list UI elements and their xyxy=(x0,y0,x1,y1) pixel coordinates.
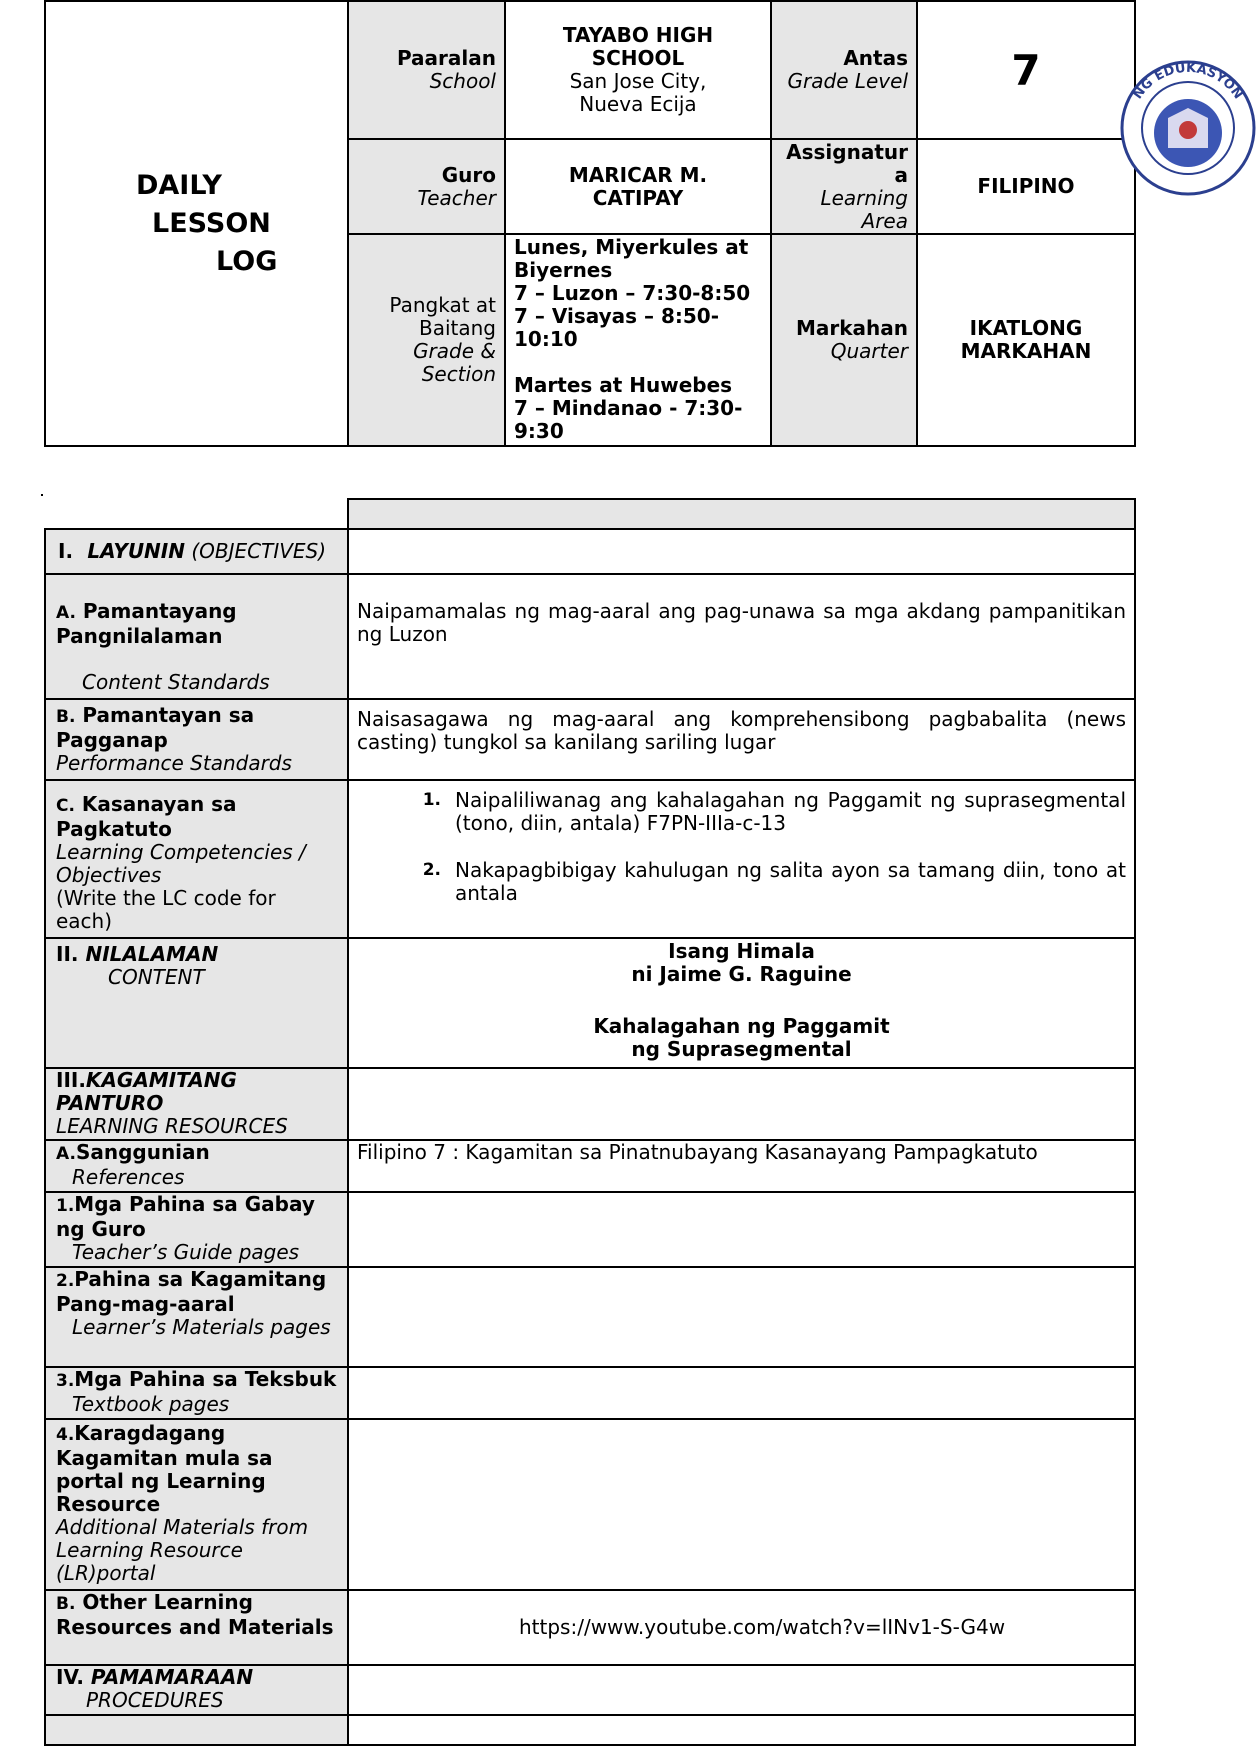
header-table xyxy=(44,0,1136,447)
grade-value: 7 xyxy=(917,1,1135,139)
title-line-lesson: LESSON xyxy=(152,207,271,239)
competencies-cell xyxy=(348,780,1135,938)
competency-text: Naipaliliwanag ang kahalagahan ng Paggamit ng suprasegmental (tono, diin, antala) F7PN-IIIa-c-13 xyxy=(455,788,1126,835)
quarter-label: Markahan xyxy=(795,316,908,340)
schedule-cell xyxy=(505,234,771,446)
content-cell xyxy=(348,938,1135,1068)
proc-title-en: PROCEDURES xyxy=(86,1688,224,1712)
ref-label: Sanggunian xyxy=(75,1140,210,1164)
teacher-label: Guro xyxy=(441,162,496,187)
teacher-name: MARICAR M. CATIPAY xyxy=(505,139,771,234)
competencies-list xyxy=(357,789,1126,905)
section-label: Pangkat at Baitang xyxy=(389,293,496,340)
procedures-label xyxy=(45,1665,348,1715)
school-label-cell xyxy=(348,1,505,139)
content-title: NILALAMAN xyxy=(85,942,219,966)
learner-materials-label xyxy=(45,1267,348,1367)
am-label: Karagdagang Kagamitan mula sa portal ng Learning Resource xyxy=(56,1421,273,1516)
subject-label-en: Learning Area xyxy=(820,185,908,233)
proc-num: IV. xyxy=(56,1665,84,1689)
tg-num: 1. xyxy=(56,1196,75,1216)
grade-label-en: Grade Level xyxy=(787,69,908,93)
am-num: 4. xyxy=(56,1425,75,1445)
list-item xyxy=(357,859,1126,905)
or-label: Other Learning Resources and Materials xyxy=(56,1590,334,1639)
lm-label: Pahina sa Kagamitang Pang-mag-aaral xyxy=(56,1267,327,1316)
divider-dot xyxy=(41,494,43,496)
lc-label-en: Learning Competencies / Objectives xyxy=(56,840,306,887)
school-label: Paaralan xyxy=(396,46,496,70)
performance-standards-label xyxy=(45,699,348,780)
performance-standards-text: Naisasagawa ng mag-aaral ang komprehensibong pagbabalita (news casting) tungkol sa kanilang sariling lugar xyxy=(348,699,1135,780)
school-name: TAYABO HIGH SCHOOL xyxy=(562,23,714,70)
quarter-label-en: Quarter xyxy=(830,339,908,363)
section-label-en: Grade & Section xyxy=(413,339,496,386)
cs-label: Pamantayang Pangnilalaman xyxy=(56,599,237,648)
objectives-num: I. xyxy=(58,539,74,563)
grade-label-cell xyxy=(771,1,917,139)
resources-label xyxy=(45,1068,348,1140)
schedule-line: 7 – Luzon – 7:30-8:50 xyxy=(514,281,751,305)
subject-label-cell xyxy=(771,139,917,234)
procedures-blank xyxy=(348,1665,1135,1715)
ps-letter: B. xyxy=(56,707,76,727)
tg-label: Mga Pahina sa Gabay ng Guro xyxy=(56,1192,315,1241)
ps-label-en: Performance Standards xyxy=(56,751,292,775)
content-label xyxy=(45,938,348,1068)
content-num: II. xyxy=(56,942,79,966)
proc-title: PAMAMARAAN xyxy=(90,1665,254,1689)
content-line: ng Suprasegmental xyxy=(631,1037,852,1061)
other-resources-label xyxy=(45,1590,348,1665)
objectives-title: LAYUNIN xyxy=(87,539,185,563)
ref-letter: A. xyxy=(56,1144,76,1164)
schedule-line: Lunes, Miyerkules at Biyernes xyxy=(514,235,749,282)
content-line: ni Jaime G. Raguine xyxy=(631,962,852,986)
textbook-value xyxy=(348,1367,1135,1419)
content-standards-label xyxy=(45,574,348,699)
additional-materials-value xyxy=(348,1419,1135,1590)
other-resources-link[interactable]: https://www.youtube.com/watch?v=lINv1-S-G4w xyxy=(348,1590,1135,1665)
school-address: San Jose City, Nueva Ecija xyxy=(569,69,707,116)
content-standards-text: Naipamamalas ng mag-aaral ang pag-unawa sa mga akdang pampanitikan ng Luzon xyxy=(348,574,1135,699)
resources-title-en: LEARNING RESOURCES xyxy=(56,1114,288,1138)
next-row-value xyxy=(348,1715,1135,1745)
subject-value: FILIPINO xyxy=(917,139,1135,234)
lm-label-en: Learner’s Materials pages xyxy=(72,1315,331,1339)
schedule-line: 7 – Visayas – 8:50-10:10 xyxy=(514,304,720,351)
tb-label: Mga Pahina sa Teksbuk xyxy=(74,1367,337,1391)
objectives-title-en: OBJECTIVES xyxy=(199,539,319,563)
quarter-value: IKATLONG MARKAHAN xyxy=(917,234,1135,446)
textbook-label xyxy=(45,1367,348,1419)
learner-materials-value xyxy=(348,1267,1135,1367)
grade-label: Antas xyxy=(843,46,908,70)
or-letter: B. xyxy=(56,1594,76,1614)
deped-seal-icon xyxy=(1118,58,1246,196)
tb-label-en: Textbook pages xyxy=(72,1392,230,1416)
am-label-en: Additional Materials from Learning Resource (LR)portal xyxy=(56,1515,309,1585)
quarter-label-cell xyxy=(771,234,917,446)
resources-blank xyxy=(348,1068,1135,1140)
section-label-cell xyxy=(348,234,505,446)
seal-text: NG EDUKASYON xyxy=(1130,60,1246,103)
spacer-cell xyxy=(45,499,348,529)
teacher-guide-value xyxy=(348,1192,1135,1267)
tb-num: 3. xyxy=(56,1371,75,1391)
teacher-guide-label xyxy=(45,1192,348,1267)
lesson-table xyxy=(44,498,1136,1746)
resources-num: III. xyxy=(56,1068,86,1092)
teacher-label-cell xyxy=(348,139,505,234)
additional-materials-label xyxy=(45,1419,348,1590)
lc-label: Kasanayan sa Pagkatuto xyxy=(56,792,237,841)
subject-label: Assignatura xyxy=(786,139,908,187)
next-row-label xyxy=(45,1715,348,1745)
references-text: Filipino 7 : Kagamitan sa Pinatnubayang Kasanayang Pampagkatuto xyxy=(348,1140,1135,1192)
schedule-line: 7 – Mindanao - 7:30-9:30 xyxy=(514,396,743,443)
title-line-daily: DAILY xyxy=(136,169,222,201)
school-value-cell xyxy=(505,1,771,139)
lc-letter: C. xyxy=(56,796,75,816)
references-label xyxy=(45,1140,348,1192)
objectives-blank xyxy=(348,529,1135,574)
competencies-label xyxy=(45,780,348,938)
schedule-line: Martes at Huwebes xyxy=(514,373,733,397)
list-item xyxy=(357,789,1126,835)
content-title-en: CONTENT xyxy=(108,965,205,989)
content-line: Kahalagahan ng Paggamit xyxy=(593,1014,890,1038)
competency-text: Nakapagbibigay kahulugan ng salita ayon sa tamang diin, tono at antala xyxy=(455,858,1126,905)
ps-label: Pamantayan sa Pagganap xyxy=(56,703,255,752)
competency-num: 2. xyxy=(422,860,441,880)
lm-num: 2. xyxy=(56,1271,75,1291)
ref-label-en: References xyxy=(72,1165,185,1189)
objectives-heading: I. LAYUNIN (OBJECTIVES) xyxy=(45,529,348,574)
teacher-label-en: Teacher xyxy=(417,185,496,210)
title-line-log: LOG xyxy=(216,245,278,277)
content-line: Isang Himala xyxy=(668,939,815,963)
document-title xyxy=(45,1,348,446)
competency-num: 1. xyxy=(422,790,441,810)
cs-label-en: Content Standards xyxy=(82,670,270,694)
school-label-en: School xyxy=(429,69,496,93)
lc-label-note: (Write the LC code for each) xyxy=(56,886,276,933)
cs-letter: A. xyxy=(56,603,76,623)
top-shade-cell xyxy=(348,499,1135,529)
tg-label-en: Teacher’s Guide pages xyxy=(72,1240,300,1264)
resources-title: KAGAMITANG PANTURO xyxy=(56,1068,237,1115)
